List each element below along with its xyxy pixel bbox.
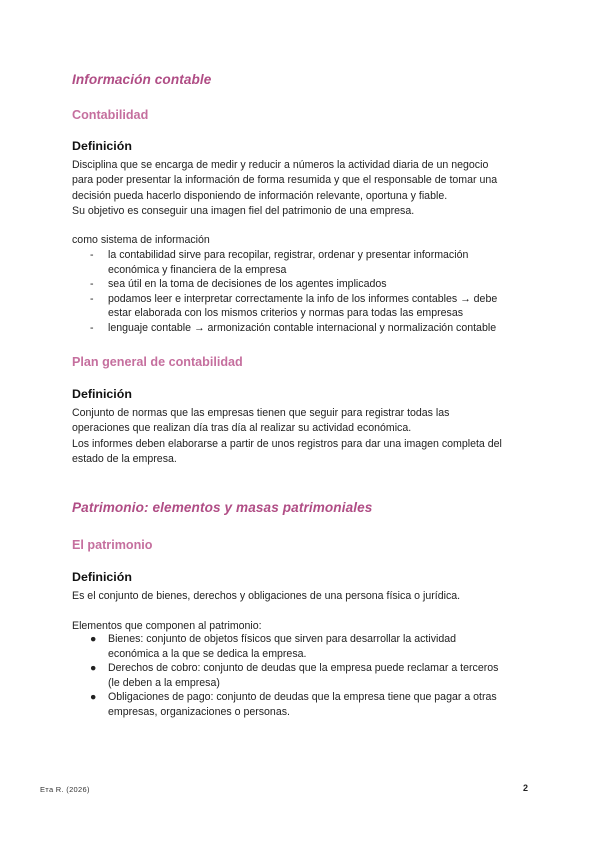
info-system-list <box>72 248 542 336</box>
list-item <box>72 292 542 321</box>
paragraph-line: estado de la empresa. <box>72 453 177 466</box>
list-item <box>72 661 542 690</box>
section-title: Patrimonio: elementos y masas patrimoniales <box>72 500 373 515</box>
patrimonio-elements-list <box>72 632 542 720</box>
dash-marker: - <box>90 321 94 334</box>
dash-marker: - <box>90 292 94 305</box>
list-intro: como sistema de información <box>72 234 210 246</box>
definition-paragraph <box>72 406 542 468</box>
page-number: 2 <box>523 783 529 793</box>
list-item-line: podamos leer e interpretar correctamente la info de los informes contables → debe <box>108 292 498 305</box>
bullet-marker: ● <box>90 662 97 675</box>
definition-heading: Definición <box>72 139 132 153</box>
list-item-line: empresas, organizaciones o personas. <box>108 705 290 718</box>
list-item-line: Derechos de cobro: conjunto de deudas que la empresa puede reclamar a terceros <box>108 662 499 675</box>
dash-marker: - <box>90 249 94 261</box>
subsection-title-contabilidad: Contabilidad <box>72 108 149 122</box>
list-item-line: lenguaje contable → armonización contable internacional y normalización contable <box>108 321 497 334</box>
list-intro: Elementos que componen al patrimonio: <box>72 620 262 632</box>
list-item-line: (le deben a la empresa) <box>108 676 220 689</box>
list-item-line: económica y financiera de la empresa <box>108 263 287 276</box>
paragraph-line: decisión pueda hacerlo disponiendo de información relevante, oportuna y fiable. <box>72 189 448 202</box>
list-item <box>72 248 542 277</box>
bullet-marker: ● <box>90 691 97 704</box>
paragraph-line: para poder presentar la información de forma resumida y que el responsable de tomar una <box>72 174 498 187</box>
list-item <box>72 632 542 661</box>
list-item-line: Bienes: conjunto de objetos físicos que sirven para desarrollar la actividad <box>108 633 457 645</box>
list-item-line: sea útil en la toma de decisiones de los agentes implicados <box>108 278 387 291</box>
list-item <box>72 690 542 719</box>
list-item-line: estar elaborada con los mismos criterios y normas para todas las empresas <box>108 307 464 320</box>
paragraph-line: Su objetivo es conseguir una imagen fiel del patrimonio de una empresa. <box>72 205 415 218</box>
paragraph-line: Disciplina que se encarga de medir y reducir a números la actividad diaria de un negocio <box>72 159 489 171</box>
paragraph-line: Conjunto de normas que las empresas tienen que seguir para registrar todas las <box>72 407 450 419</box>
list-item-line: la contabilidad sirve para recopilar, registrar, ordenar y presentar información <box>108 249 469 261</box>
definition-heading: Definición <box>72 387 132 401</box>
section-title: Información contable <box>72 72 212 87</box>
list-item <box>72 321 542 336</box>
definition-paragraph <box>72 158 532 220</box>
bullet-marker: ● <box>90 633 97 645</box>
definition-heading: Definición <box>72 570 132 584</box>
subsection-title-patrimonio: El patrimonio <box>72 538 153 552</box>
subsection-title-plan-general: Plan general de contabilidad <box>72 355 243 369</box>
list-item <box>72 277 542 292</box>
list-item-line: económica a la que se dedica la empresa. <box>108 647 307 660</box>
definition-paragraph: Es el conjunto de bienes, derechos y obligaciones de una persona física o jurídica. <box>72 590 461 602</box>
footer-author: Ета R. (2026) <box>40 785 90 794</box>
dash-marker: - <box>90 278 94 291</box>
list-item-line: Obligaciones de pago: conjunto de deudas que la empresa tiene que pagar a otras <box>108 691 497 704</box>
paragraph-line: operaciones que realizan día tras día al realizar su actividad económica. <box>72 422 412 435</box>
paragraph-line: Los informes deben elaborarse a partir de unos registros para dar una imagen completa del <box>72 437 502 450</box>
